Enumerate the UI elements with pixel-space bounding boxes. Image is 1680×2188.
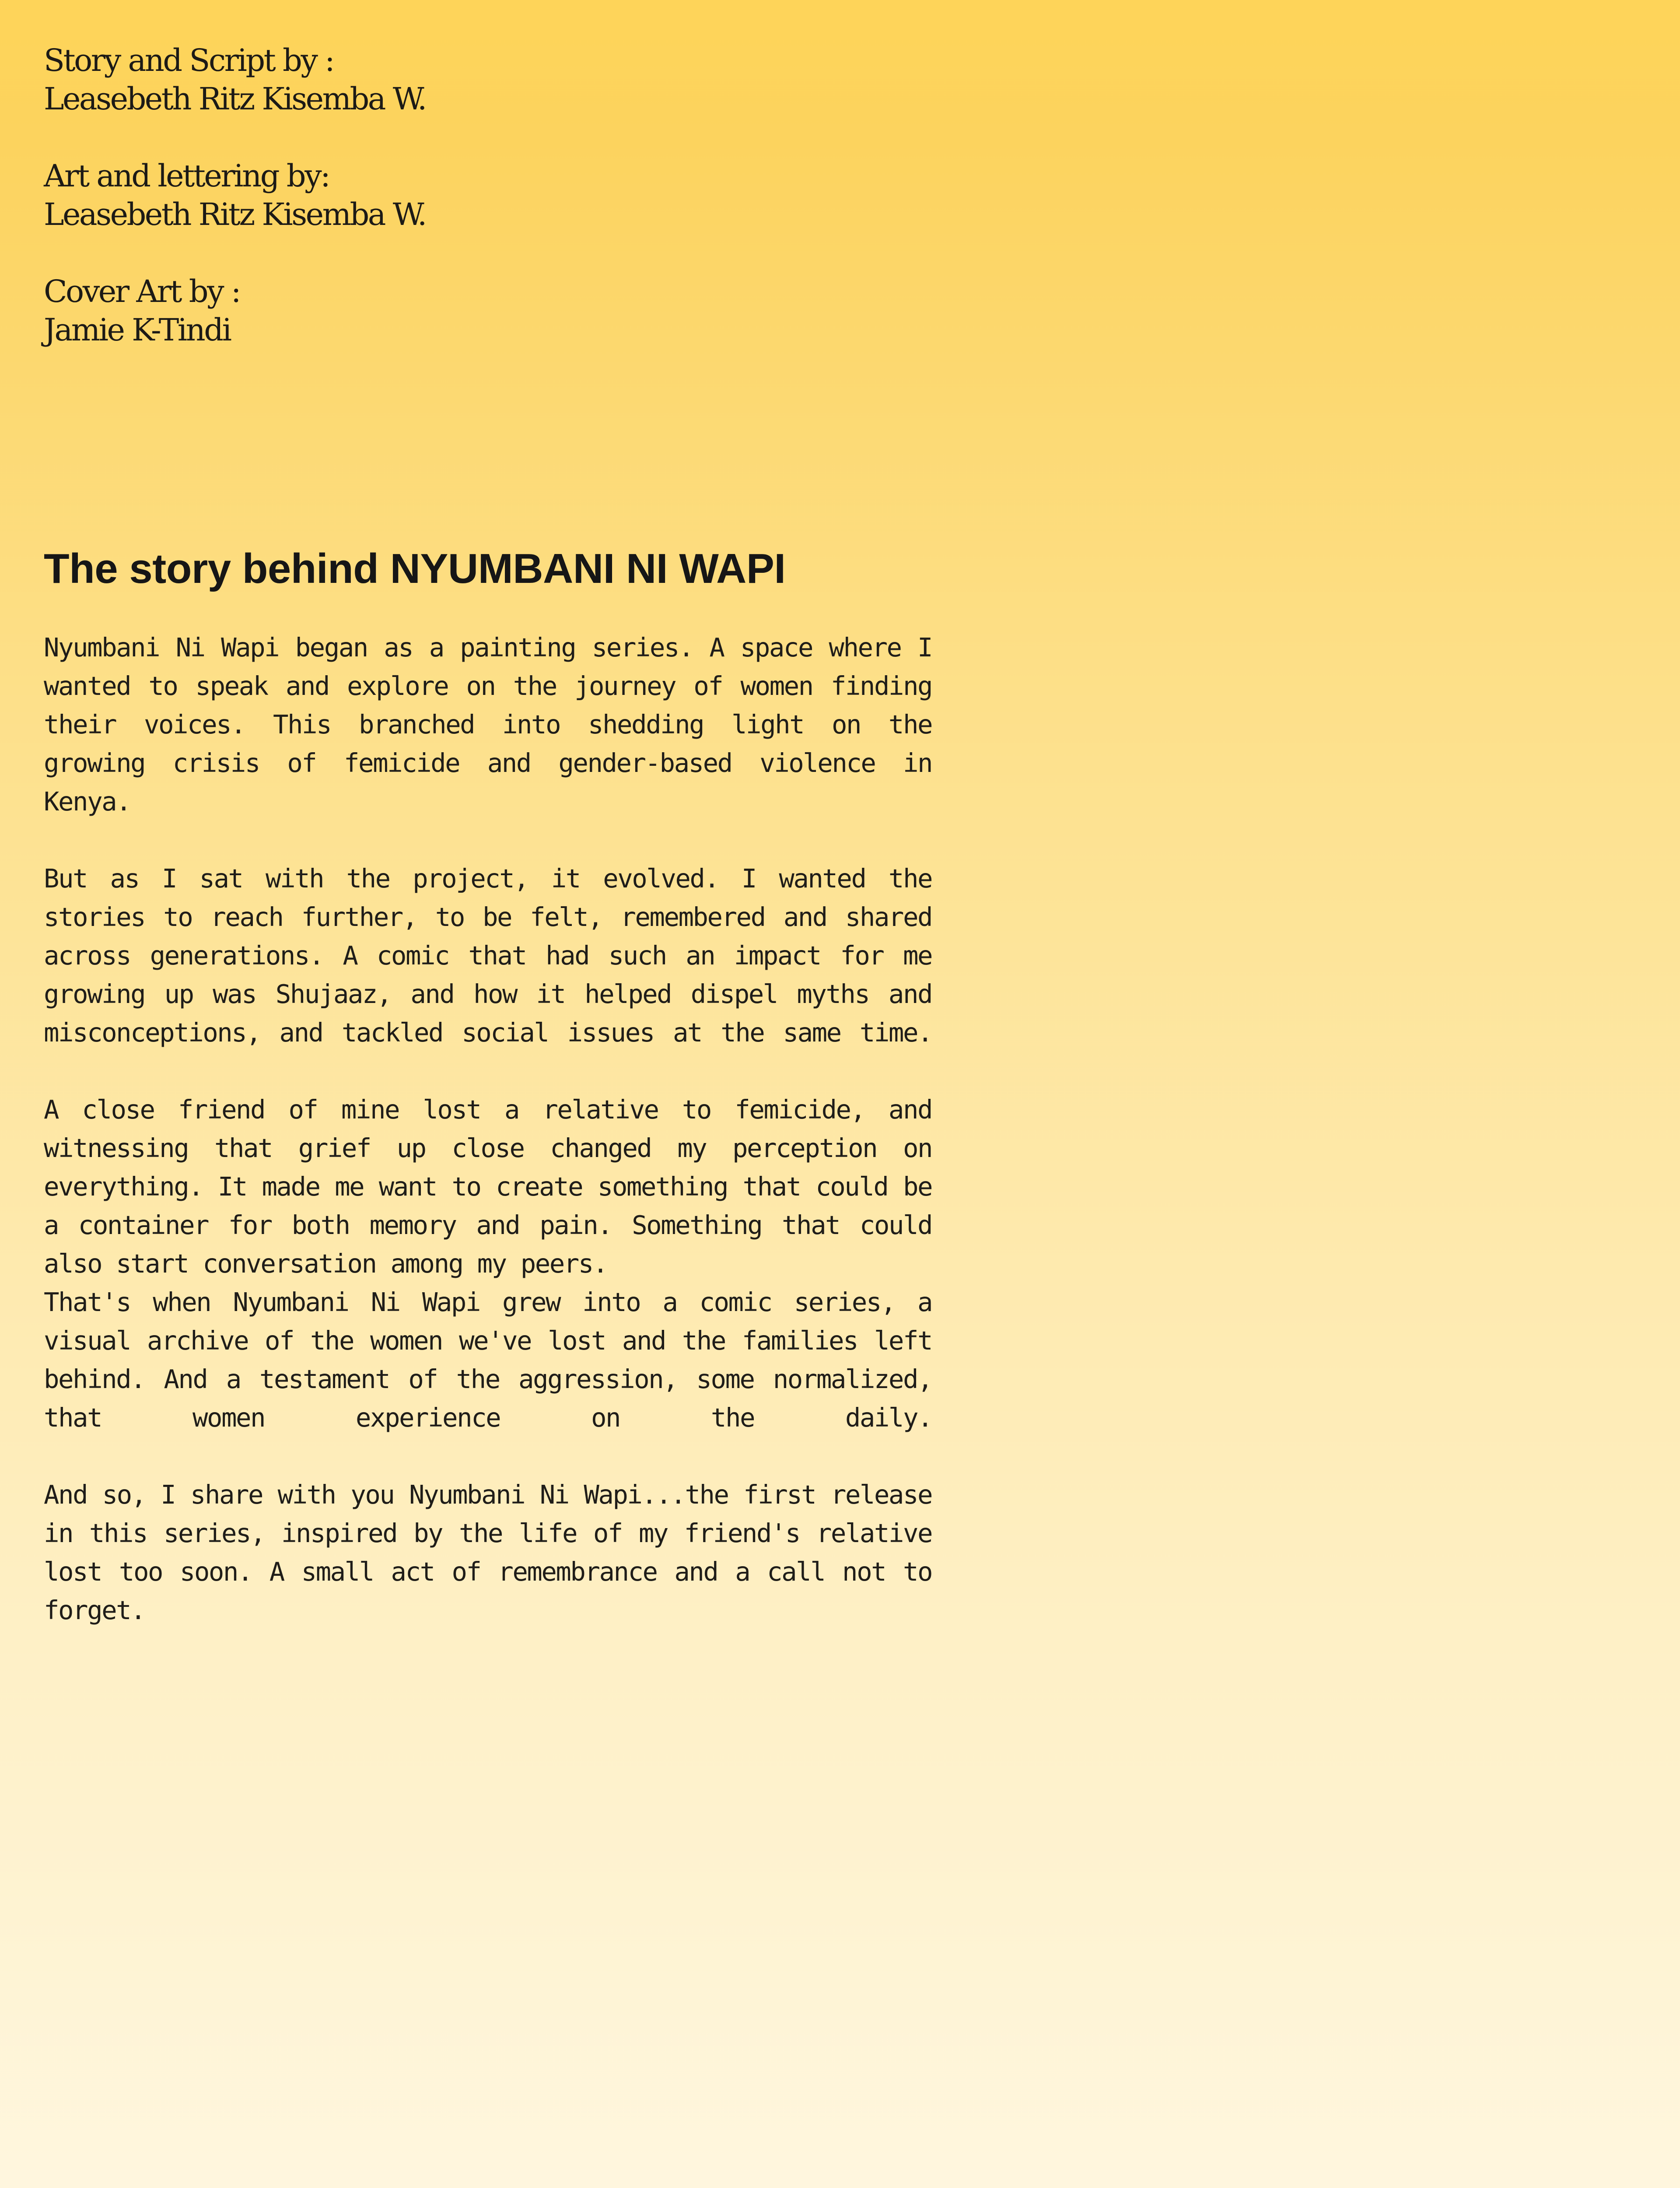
credits bbox=[44, 41, 700, 349]
credit-story-script bbox=[44, 41, 700, 118]
credit-role: Art and lettering by: bbox=[44, 158, 329, 194]
credit-name: Leasebeth Ritz Kisemba W. bbox=[44, 81, 426, 117]
article-heading: The story behind NYUMBANI NI WAPI bbox=[44, 545, 786, 592]
paragraph: That's when Nyumbani Ni Wapi grew into a comic series, a visual archive of the women we've lost and the families left behind. And a testament of the aggression, some normalized, that women experience on the daily. bbox=[44, 1287, 932, 1433]
credit-art-lettering bbox=[44, 157, 700, 234]
paragraph: And so, I share with you Nyumbani Ni Wapi...the first release in this series, inspired by the life of my friend's relative lost too soon. A small act of remembrance and a call not to forget. bbox=[44, 1480, 932, 1625]
credit-cover-art bbox=[44, 272, 700, 349]
paragraph: Nyumbani Ni Wapi began as a painting series. A space where I wanted to speak and explore on the journey of women finding their voices. This branched into shedding light on the growing crisis of femicide and gender-based violence in Kenya. bbox=[44, 632, 932, 817]
article-body bbox=[44, 628, 932, 1630]
credit-name: Jamie K-Tindi bbox=[44, 312, 231, 348]
credit-role: Cover Art by : bbox=[44, 274, 240, 309]
credit-role: Story and Script by : bbox=[44, 42, 334, 78]
paragraph: A close friend of mine lost a relative to femicide, and witnessing that grief up close changed my perception on everything. It made me want to create something that could be a container for both memory and pain. Something that could also start conversation among my peers. bbox=[44, 1094, 932, 1279]
paragraph: But as I sat with the project, it evolved. I wanted the stories to reach further, to be felt, remembered and shared across generations. A comic that had such an impact for me growing up was Shujaaz, and how it helped dispel myths and misconceptions, and tackled social issues at the same time. bbox=[44, 863, 932, 1048]
credit-name: Leasebeth Ritz Kisemba W. bbox=[44, 196, 426, 232]
